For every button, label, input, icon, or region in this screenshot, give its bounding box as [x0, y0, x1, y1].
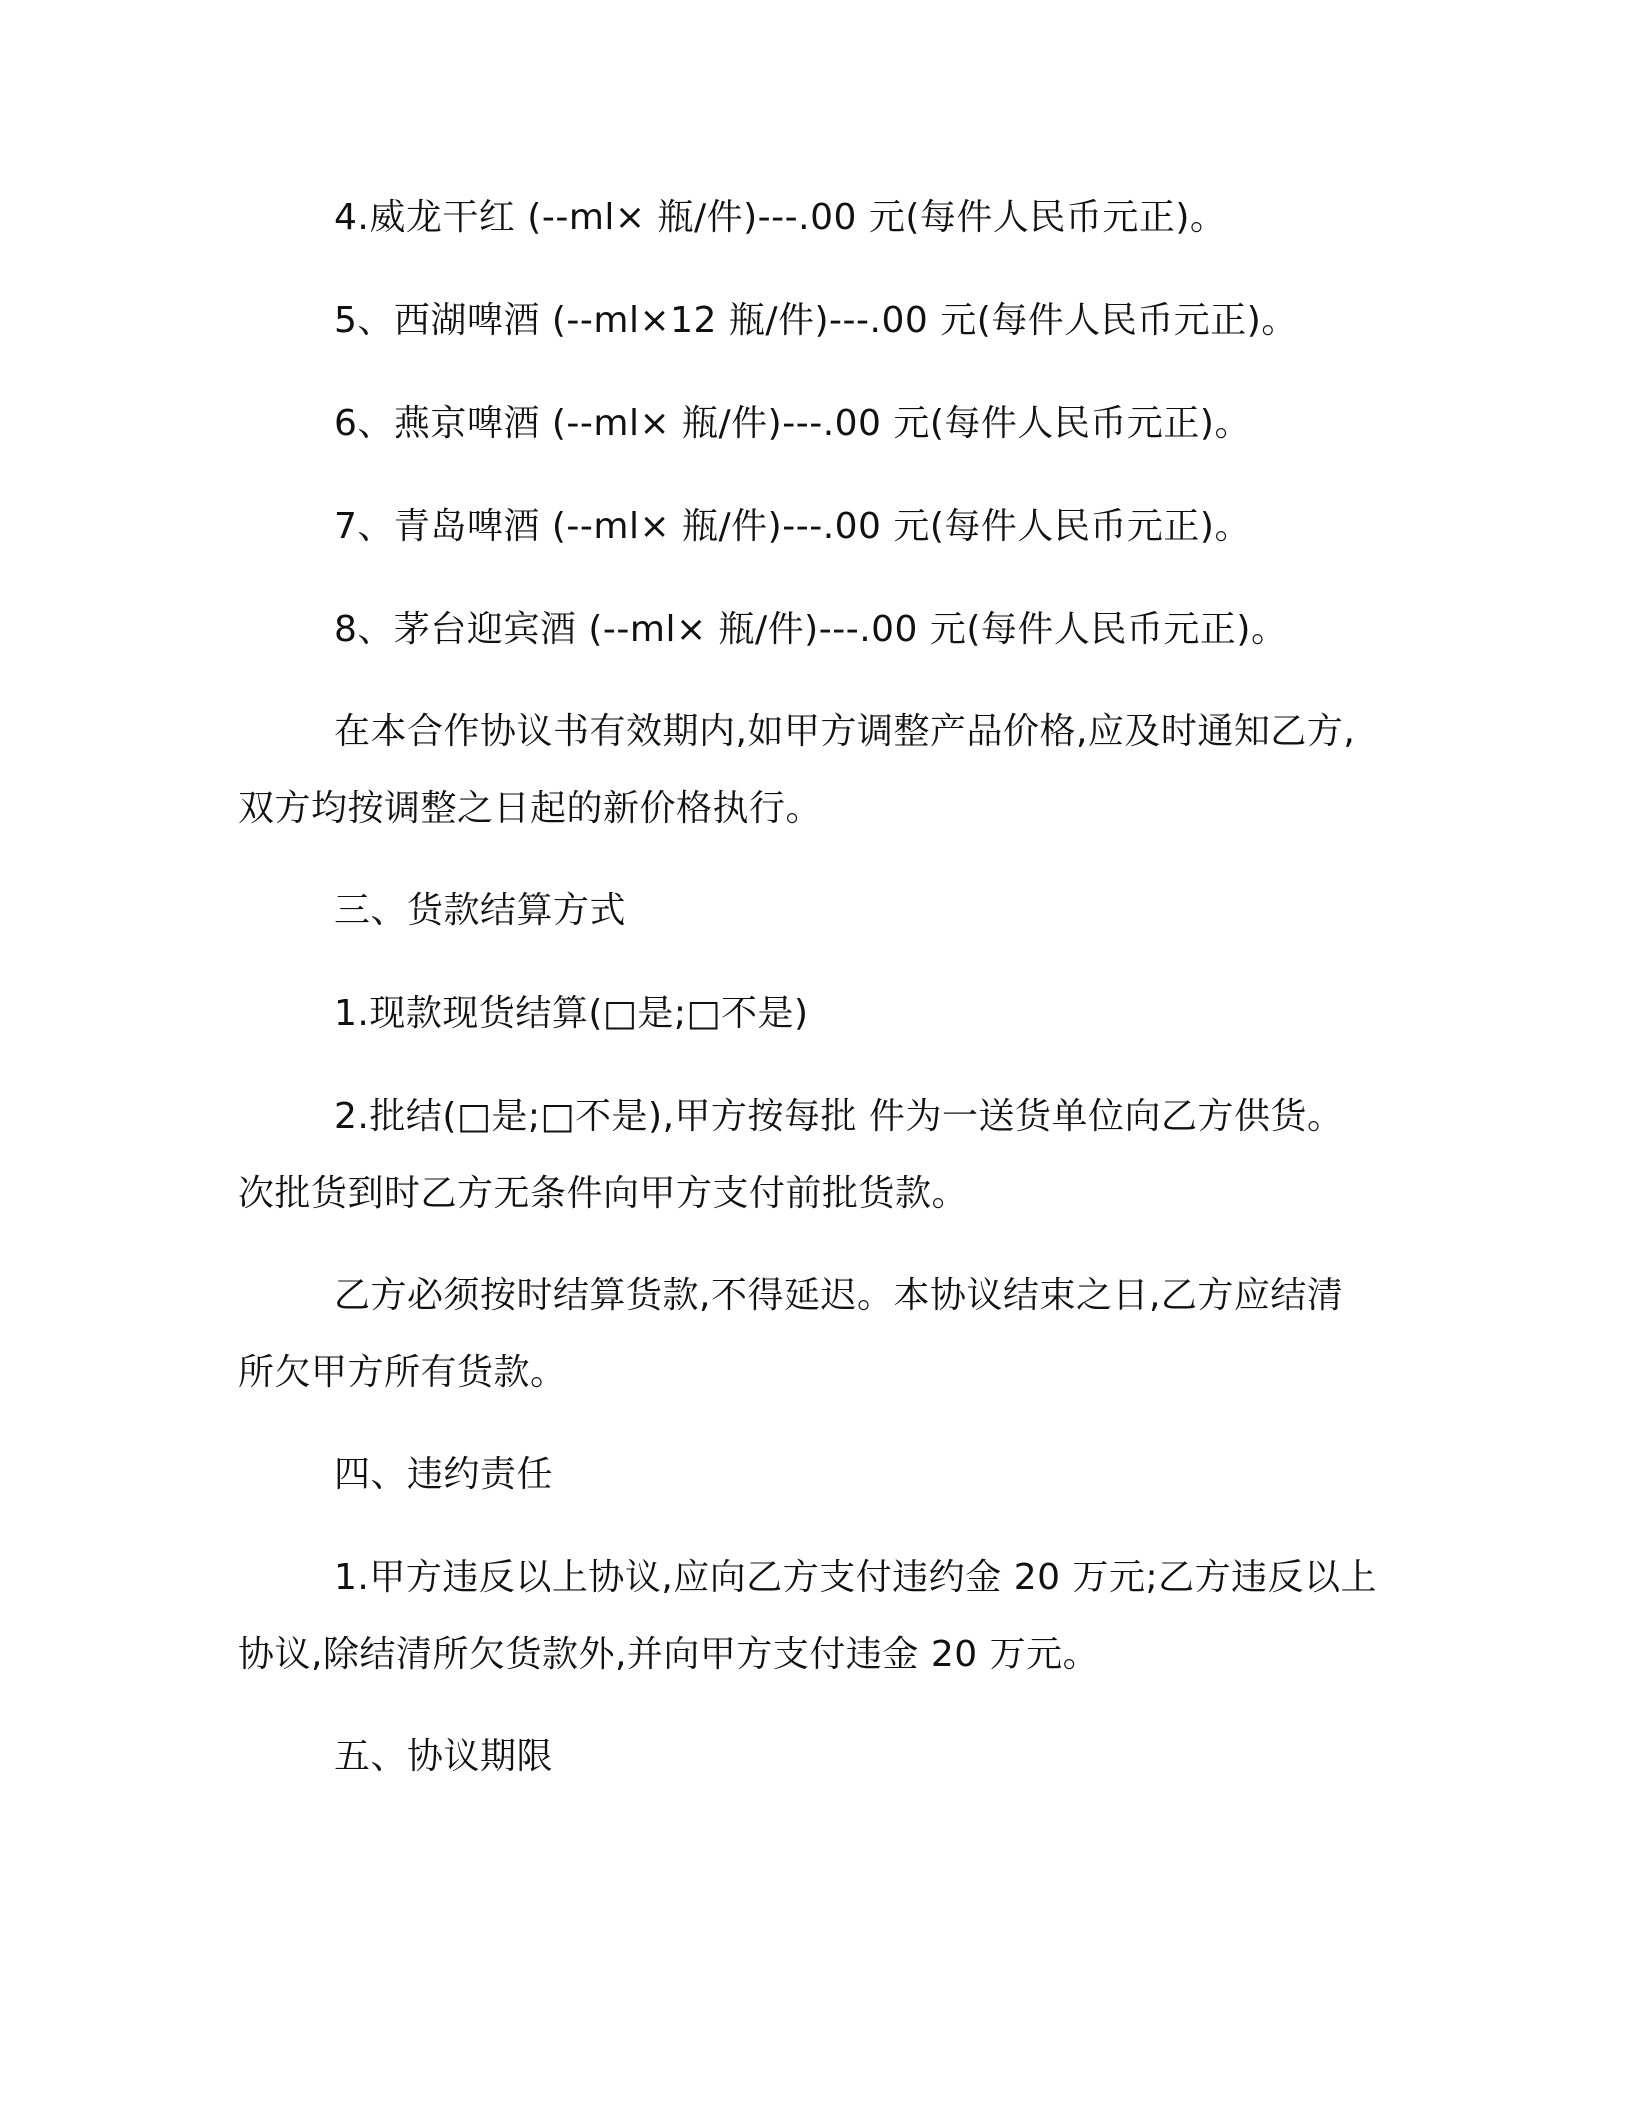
liability-paragraph-line-1: 1.甲方违反以上协议,应向乙方支付违约金 20 万元;乙方违反以上: [334, 1557, 1378, 1598]
section-heading-payment-settlement: 三、货款结算方式: [334, 890, 627, 931]
payment-option-batch-line-2: 次批货到时乙方无条件向甲方支付前批货款。: [238, 1173, 969, 1214]
payment-option-cash: 1.现款现货结算(□是;□不是): [334, 993, 809, 1034]
price-item-6: 6、燕京啤酒 (--ml× 瓶/件)---.00 元(每件人民币元正)。: [334, 403, 1251, 444]
section-heading-agreement-term: 五、协议期限: [334, 1736, 554, 1777]
price-adjustment-paragraph-line-2: 双方均按调整之日起的新价格执行。: [238, 788, 823, 829]
price-item-8: 8、茅台迎宾酒 (--ml× 瓶/件)---.00 元(每件人民币元正)。: [334, 609, 1288, 650]
price-adjustment-paragraph-line-1: 在本合作协议书有效期内,如甲方调整产品价格,应及时通知乙方,: [334, 711, 1356, 752]
section-heading-liability: 四、违约责任: [334, 1454, 554, 1495]
liability-paragraph-line-2: 协议,除结清所欠货款外,并向甲方支付违金 20 万元。: [238, 1634, 1100, 1675]
payment-option-batch-line-1: 2.批结(□是;□不是),甲方按每批 件为一送货单位向乙方供货。: [334, 1096, 1344, 1137]
price-item-4: 4.威龙干红 (--ml× 瓶/件)---.00 元(每件人民币元正)。: [334, 197, 1227, 238]
price-item-7: 7、青岛啤酒 (--ml× 瓶/件)---.00 元(每件人民币元正)。: [334, 506, 1251, 547]
payment-deadline-paragraph-line-2: 所欠甲方所有货款。: [238, 1352, 567, 1393]
payment-deadline-paragraph-line-1: 乙方必须按时结算货款,不得延迟。本协议结束之日,乙方应结清: [334, 1275, 1344, 1316]
price-item-5: 5、西湖啤酒 (--ml×12 瓶/件)---.00 元(每件人民币元正)。: [334, 300, 1298, 341]
